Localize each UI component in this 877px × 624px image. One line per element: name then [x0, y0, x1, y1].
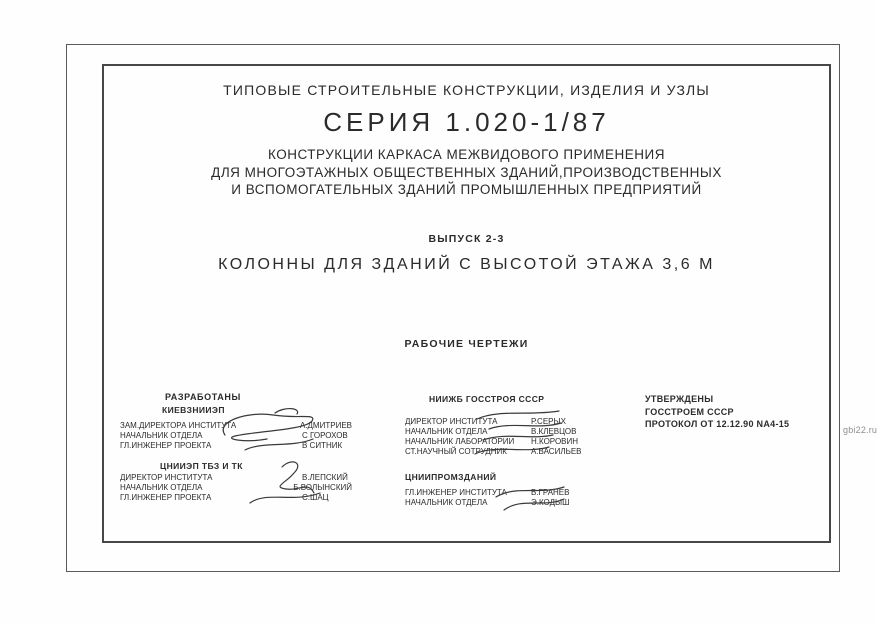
role-label: НАЧАЛЬНИК ЛАБОРАТОРИИ [405, 437, 515, 446]
signature-squiggle-middle-bottom [492, 483, 572, 517]
person-name: А.ДМИТРИЕВ [299, 421, 352, 430]
role-label: СТ.НАУЧНЫЙ СОТРУДНИК [405, 447, 507, 456]
person-name: Б.ВОЛЫНСКИЙ [293, 483, 352, 492]
subtitle-line: КОНСТРУКЦИИ КАРКАСА МЕЖВИДОВОГО ПРИМЕНЕНИЯ [268, 147, 665, 162]
developed-heading: РАЗРАБОТАНЫ [165, 392, 241, 402]
person-name: С ГОРОХОВ [302, 431, 348, 440]
role-label: НАЧАЛЬНИК ОТДЕЛА [120, 431, 203, 440]
person-name: А.ВАСИЛЬЕВ [531, 447, 582, 456]
document-supertitle: ТИПОВЫЕ СТРОИТЕЛЬНЫЕ КОНСТРУКЦИИ, ИЗДЕЛИЯ И УЗЛЫ [223, 82, 710, 98]
document-type: РАБОЧИЕ ЧЕРТЕЖИ [404, 338, 529, 350]
person-name: В СИТНИК [302, 441, 343, 450]
role-label: ЗАМ.ДИРЕКТОРА ИНСТИТУТА [120, 421, 237, 430]
document-subtitle [104, 146, 829, 199]
org-niizhb: НИИЖБ ГОССТРОЯ СССР [429, 394, 545, 404]
role-label: НАЧАЛЬНИК ОТДЕЛА [405, 427, 488, 436]
approved-line: ПРОТОКОЛ ОТ 12.12.90 NА4-15 [645, 419, 790, 429]
approved-line: ГОССТРОЕМ СССР [645, 406, 734, 417]
role-label: ДИРЕКТОР ИНСТИТУТА [120, 473, 213, 482]
role-label: ГЛ.ИНЖЕНЕР ИНСТИТУТА [405, 488, 507, 497]
org-tsniipromzdaniy: ЦНИИПРОМЗДАНИЙ [405, 472, 497, 482]
person-name: В.ЛЕПСКИЙ [302, 473, 348, 482]
subtitle-line: И ВСПОМОГАТЕЛЬНЫХ ЗДАНИЙ ПРОМЫШЛЕННЫХ ПРЕДПРИЯТИЙ [231, 182, 702, 197]
org-kievzniiep: КИЕВЗНИИЭП [162, 405, 225, 415]
signature-squiggle-left-bottom [248, 455, 328, 507]
series-number: СЕРИЯ 1.020-1/87 [323, 107, 610, 137]
person-name: Н.КОРОВИН [531, 437, 579, 446]
signature-squiggle-middle [465, 407, 567, 463]
approved-line: УТВЕРЖДЕНЫ [645, 394, 714, 404]
role-label: ГЛ.ИНЖЕНЕР ПРОЕКТА [120, 441, 212, 450]
role-label: ГЛ.ИНЖЕНЕР ПРОЕКТА [120, 493, 212, 502]
org-tsniiep-tbz: ЦНИИЭП ТБЗ И ТК [160, 461, 243, 471]
subtitle-line: ДЛЯ МНОГОЭТАЖНЫХ ОБЩЕСТВЕННЫХ ЗДАНИЙ,ПРОИЗВОДСТВЕННЫХ [211, 164, 722, 180]
volume-title: КОЛОННЫ ДЛЯ ЗДАНИЙ С ВЫСОТОЙ ЭТАЖА 3,6 М [218, 256, 715, 273]
signature-squiggle-left-top [215, 405, 320, 457]
site-watermark: gbi22.ru [843, 425, 877, 435]
approved-block [645, 393, 830, 431]
person-name: С.ШАЦ [302, 493, 329, 502]
person-name: Э.КОДЫШ [531, 498, 570, 507]
person-name: В.КЛЕВЦОВ [531, 427, 577, 436]
issue-number: ВЫПУСК 2-3 [428, 233, 505, 245]
role-label: НАЧАЛЬНИК ОТДЕЛА [120, 483, 203, 492]
role-label: НАЧАЛЬНИК ОТДЕЛА [405, 498, 488, 507]
role-label: ДИРЕКТОР ИНСТИТУТА [405, 417, 498, 426]
person-name: В.ГРАНЕВ [531, 488, 570, 497]
person-name: Р.СЕРЫХ [531, 417, 566, 426]
